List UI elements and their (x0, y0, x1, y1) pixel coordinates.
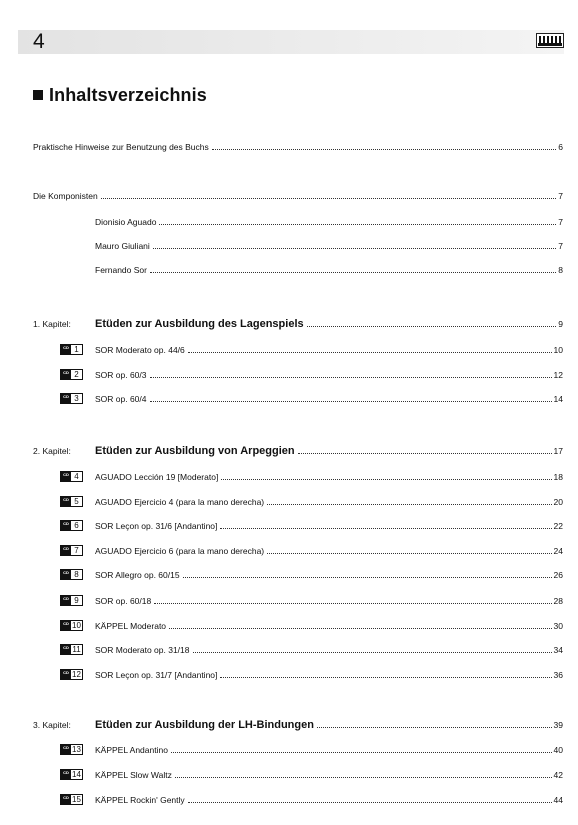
toc-entry-komponisten[interactable] (33, 188, 563, 204)
toc-track-entry[interactable] (60, 518, 563, 534)
chapter-title: Etüden zur Ausbildung von Arpeggien (95, 445, 295, 457)
page-number: 4 (33, 30, 45, 53)
toc-entry-label: KÄPPEL Andantino (95, 745, 168, 755)
toc-track-entry[interactable] (60, 391, 563, 407)
toc-track-entry[interactable] (60, 469, 563, 485)
chapter-number: 1. Kapitel: (33, 319, 71, 329)
chapter-page: 17 (553, 446, 563, 456)
toc-entry-label: SOR op. 60/18 (95, 596, 152, 606)
cd-track-icon: CD 10 (60, 620, 83, 631)
chapter-page: 39 (553, 720, 563, 730)
toc-track-entry[interactable] (60, 767, 563, 783)
chapter-number: 3. Kapitel: (33, 720, 71, 730)
chapter-title: Etüden zur Ausbildung des Lagenspiels (95, 318, 304, 330)
toc-entry-label: KÄPPEL Rockin' Gently (95, 795, 185, 805)
chapter-heading[interactable] (33, 316, 563, 332)
toc-entry-label: Praktische Hinweise zur Benutzung des Buchs (33, 142, 209, 152)
chapter-title: Etüden zur Ausbildung der LH-Bindungen (95, 719, 314, 731)
header-band (18, 30, 564, 54)
toc-entry-page: 8 (558, 265, 563, 275)
toc-track-entry[interactable] (60, 567, 563, 583)
cd-track-icon: CD 2 (60, 369, 83, 380)
cd-track-icon: CD 11 (60, 644, 83, 655)
toc-entry-label: SOR Moderato op. 31/18 (95, 645, 190, 655)
toc-track-entry[interactable] (60, 642, 563, 658)
chapter-heading[interactable] (33, 443, 563, 459)
toc-entry-page: 26 (553, 570, 563, 580)
toc-entry-page: 6 (558, 142, 563, 152)
cd-track-icon: CD 12 (60, 669, 83, 680)
toc-entry-page: 12 (553, 370, 563, 380)
cd-track-icon: CD 4 (60, 471, 83, 482)
page-title: Inhaltsverzeichnis (49, 84, 207, 105)
toc-entry-label: Die Komponisten (33, 191, 98, 201)
toc-entry-label: SOR Leçon op. 31/6 [Andantino] (95, 521, 218, 531)
toc-entry-page: 40 (553, 745, 563, 755)
toc-entry-page: 30 (553, 621, 563, 631)
cd-track-icon: CD 5 (60, 496, 83, 507)
toc-entry-label: KÄPPEL Slow Waltz (95, 770, 172, 780)
toc-track-entry[interactable] (60, 792, 563, 808)
toc-track-entry[interactable] (60, 593, 563, 609)
keyboard-icon (539, 36, 561, 43)
toc-entry-page: 22 (553, 521, 563, 531)
toc-entry-page: 7 (558, 217, 563, 227)
toc-entry-page: 34 (553, 645, 563, 655)
toc-entry-page: 42 (553, 770, 563, 780)
toc-entry-aguado[interactable] (33, 214, 563, 230)
toc-track-entry[interactable] (60, 367, 563, 383)
toc-track-entry[interactable] (60, 667, 563, 683)
toc-track-entry[interactable] (60, 543, 563, 559)
cd-track-icon: CD 9 (60, 595, 83, 606)
title-block (33, 84, 207, 106)
cd-track-icon: CD 7 (60, 545, 83, 556)
toc-entry-page: 28 (553, 596, 563, 606)
toc-entry-label: SOR op. 60/4 (95, 394, 147, 404)
chapter-page: 9 (558, 319, 563, 329)
toc-track-entry[interactable] (60, 618, 563, 634)
toc-entry-label: AGUADO Ejercicio 6 (para la mano derecha) (95, 546, 265, 556)
toc-entry-sor[interactable] (33, 262, 563, 278)
toc-track-entry[interactable] (60, 342, 563, 358)
toc-entry-hinweise[interactable] (33, 139, 563, 155)
toc-entry-page: 20 (553, 497, 563, 507)
cd-track-icon: CD 3 (60, 393, 83, 404)
toc-entry-giuliani[interactable] (33, 238, 563, 254)
toc-entry-label: SOR Leçon op. 31/7 [Andantino] (95, 670, 218, 680)
toc-entry-page: 36 (553, 670, 563, 680)
cd-track-icon: CD 15 (60, 794, 83, 805)
toc-entry-label: Mauro Giuliani (95, 241, 150, 251)
chapter-number: 2. Kapitel: (33, 446, 71, 456)
toc-entry-label: Dionisio Aguado (95, 217, 157, 227)
square-bullet-icon (33, 90, 43, 100)
toc-entry-label: SOR Allegro op. 60/15 (95, 570, 180, 580)
publisher-logo (536, 33, 564, 48)
toc-entry-page: 10 (553, 345, 563, 355)
cd-track-icon: CD 14 (60, 769, 83, 780)
toc-entry-label: KÄPPEL Moderato (95, 621, 167, 631)
toc-entry-label: SOR Moderato op. 44/6 (95, 345, 185, 355)
toc-entry-label: AGUADO Ejercicio 4 (para la mano derecha) (95, 497, 265, 507)
cd-track-icon: CD 13 (60, 744, 83, 755)
cd-track-icon: CD 6 (60, 520, 83, 531)
toc-entry-label: SOR op. 60/3 (95, 370, 147, 380)
chapter-heading[interactable] (33, 717, 563, 733)
cd-track-icon: CD 1 (60, 344, 83, 355)
toc-entry-page: 7 (558, 241, 563, 251)
toc-track-entry[interactable] (60, 494, 563, 510)
toc-entry-page: 18 (553, 472, 563, 482)
toc-entry-label: Fernando Sor (95, 265, 147, 275)
toc-entry-page: 7 (558, 191, 563, 201)
cd-track-icon: CD 8 (60, 569, 83, 580)
toc-entry-page: 24 (553, 546, 563, 556)
toc-track-entry[interactable] (60, 742, 563, 758)
toc-entry-page: 44 (553, 795, 563, 805)
toc-entry-page: 14 (553, 394, 563, 404)
toc-entry-label: AGUADO Lección 19 [Moderato] (95, 472, 219, 482)
